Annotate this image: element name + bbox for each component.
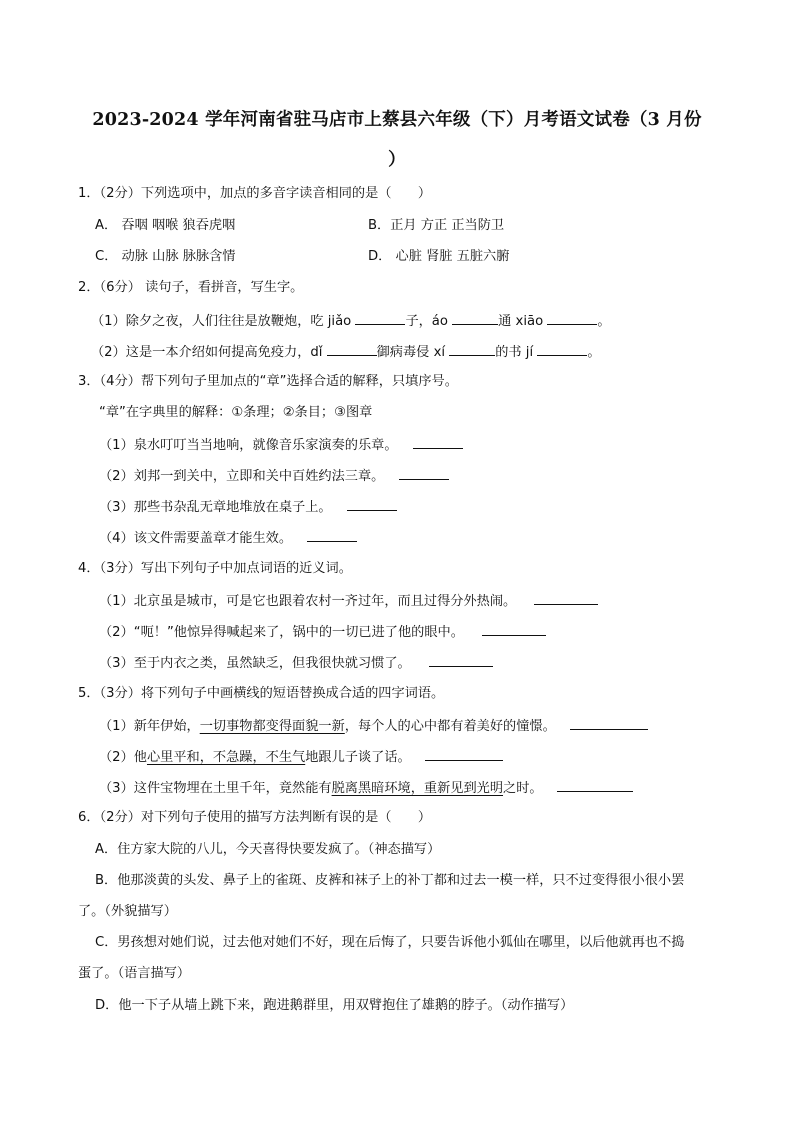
answer-blank[interactable]	[399, 467, 449, 480]
exam-title-line1: 2023-2024 学年河南省驻马店市上蔡县六年级（下）月考语文试卷（3 月份	[92, 110, 702, 130]
answer-blank[interactable]	[347, 498, 397, 511]
q2-s1-text-a: （1）除夕之夜，人们往往是放鞭炮，吃 jiǎo	[91, 314, 356, 329]
answer-blank[interactable]	[355, 312, 405, 325]
q6-option-c-line2[interactable]: 蛋了。（语言描写）	[78, 966, 191, 981]
q3-s4-text: （4）该文件需要盖章才能生效。	[99, 531, 293, 546]
answer-blank[interactable]	[327, 343, 377, 356]
q5-s2-underlined-phrase: 心里平和，不急躁，不生气	[146, 750, 306, 765]
q1-stem: 1．（2分）下列选项中，加点的多音字读音相同的是（ ）	[78, 186, 432, 201]
q5-sentence-2	[99, 748, 503, 766]
answer-blank[interactable]	[570, 717, 648, 730]
answer-blank[interactable]	[557, 779, 633, 792]
q5-s1-underlined-phrase: 一切事物都变得面貌一新	[199, 719, 345, 734]
q5-s3-text-a: （3）这件宝物埋在土里千年，竟然能有	[99, 781, 332, 796]
q5-s3-underlined-phrase: 脱离黑暗环境，重新见到光明	[331, 781, 504, 796]
q4-sentence-1	[99, 592, 598, 610]
q2-sentence-1	[91, 312, 611, 330]
exam-title-line2: ）	[388, 150, 406, 170]
q5-s2-text-b: 地跟儿子谈了话。	[305, 750, 411, 765]
q3-sentence-3	[99, 498, 397, 516]
q2-sentence-2	[91, 343, 601, 361]
answer-blank[interactable]	[482, 623, 546, 636]
q6-option-a[interactable]: A．住方家大院的八儿，今天喜得快要发疯了。（神态描写）	[95, 842, 441, 857]
q1-option-a[interactable]: A． 吞咽 咽喉 狼吞虎咽	[95, 218, 236, 233]
q3-s2-text: （2）刘邦一到关中，立即和关中百姓约法三章。	[99, 469, 385, 484]
q2-s1-text-d: 。	[597, 314, 611, 329]
q3-sentence-1	[99, 436, 463, 454]
q3-s1-text: （1）泉水叮叮当当地响，就像音乐家演奏的乐章。	[99, 438, 398, 453]
q4-sentence-2	[99, 623, 546, 641]
q5-s2-text-a: （2）他	[99, 750, 147, 765]
q5-s3-text-b: 之时。	[503, 781, 543, 796]
q5-s1-text-b: ，每个人的心中都有着美好的憧憬。	[344, 719, 556, 734]
answer-blank[interactable]	[413, 436, 463, 449]
q4-stem: 4．（3分）写出下列句子中加点词语的近义词。	[78, 561, 352, 576]
q6-option-c-line1[interactable]: C．男孩想对她们说，过去他对她们不好，现在后悔了，只要告诉他小狐仙在哪里，以后他就再也不捣	[95, 935, 685, 950]
answer-blank[interactable]	[537, 343, 587, 356]
q5-sentence-1	[99, 717, 648, 735]
answer-blank[interactable]	[534, 592, 598, 605]
q2-stem: 2．（6分） 读句子，看拼音，写生字。	[78, 280, 304, 295]
q1-option-b[interactable]: B．正月 方正 正当防卫	[368, 218, 505, 233]
q3-s3-text: （3）那些书杂乱无章地堆放在桌子上。	[99, 500, 332, 515]
q3-sentence-4	[99, 529, 357, 547]
q4-sentence-3	[99, 654, 493, 672]
answer-blank[interactable]	[449, 343, 495, 356]
q5-stem: 5．（3分）将下列句子中画横线的短语替换成合适的四字词语。	[78, 686, 445, 701]
q3-definition: “章”在字典里的解释：①条理；②条目；③图章	[99, 405, 373, 420]
q6-option-b-line1[interactable]: B．他那淡黄的头发、鼻子上的雀斑、皮裤和袜子上的补丁都和过去一模一样，只不过变得很小很小罢	[95, 873, 685, 888]
q2-s1-text-b: 子，áo	[405, 314, 453, 329]
q4-s2-text: （2）“呃！”他惊异得喊起来了，锅中的一切已进了他的眼中。	[99, 625, 464, 640]
answer-blank[interactable]	[429, 654, 493, 667]
q4-s3-text: （3）至于内衣之类，虽然缺乏，但我很快就习惯了。	[99, 656, 411, 671]
q2-s1-text-c: 通 xiāo	[498, 314, 548, 329]
q5-s1-text-a: （1）新年伊始，	[99, 719, 200, 734]
q4-s1-text: （1）北京虽是城市，可是它也跟着农村一齐过年，而且过得分外热闹。	[99, 594, 517, 609]
q6-option-d[interactable]: D．他一下子从墙上跳下来，跑进鹅群里，用双臂抱住了雄鹅的脖子。（动作描写）	[95, 998, 574, 1013]
q2-s2-text-b: 御病毒侵 xí	[376, 345, 450, 360]
answer-blank[interactable]	[452, 312, 498, 325]
q1-option-c[interactable]: C． 动脉 山脉 脉脉含情	[95, 249, 236, 264]
q3-stem: 3．（4分）帮下列句子里加点的“章”选择合适的解释，只填序号。	[78, 374, 458, 389]
q3-sentence-2	[99, 467, 449, 485]
q1-option-d[interactable]: D． 心脏 肾脏 五脏六腑	[368, 249, 510, 264]
q2-s2-text-d: 。	[587, 345, 601, 360]
q6-stem: 6．（2分）对下列句子使用的描写方法判断有误的是（ ）	[78, 810, 432, 825]
q2-s2-text-c: 的书 jí	[495, 345, 538, 360]
q5-sentence-3	[99, 779, 633, 797]
q6-option-b-line2[interactable]: 了。（外貌描写）	[78, 904, 177, 919]
answer-blank[interactable]	[307, 529, 357, 542]
answer-blank[interactable]	[425, 748, 503, 761]
q2-s2-text-a: （2）这是一本介绍如何提高免疫力，dǐ	[91, 345, 327, 360]
answer-blank[interactable]	[547, 312, 597, 325]
